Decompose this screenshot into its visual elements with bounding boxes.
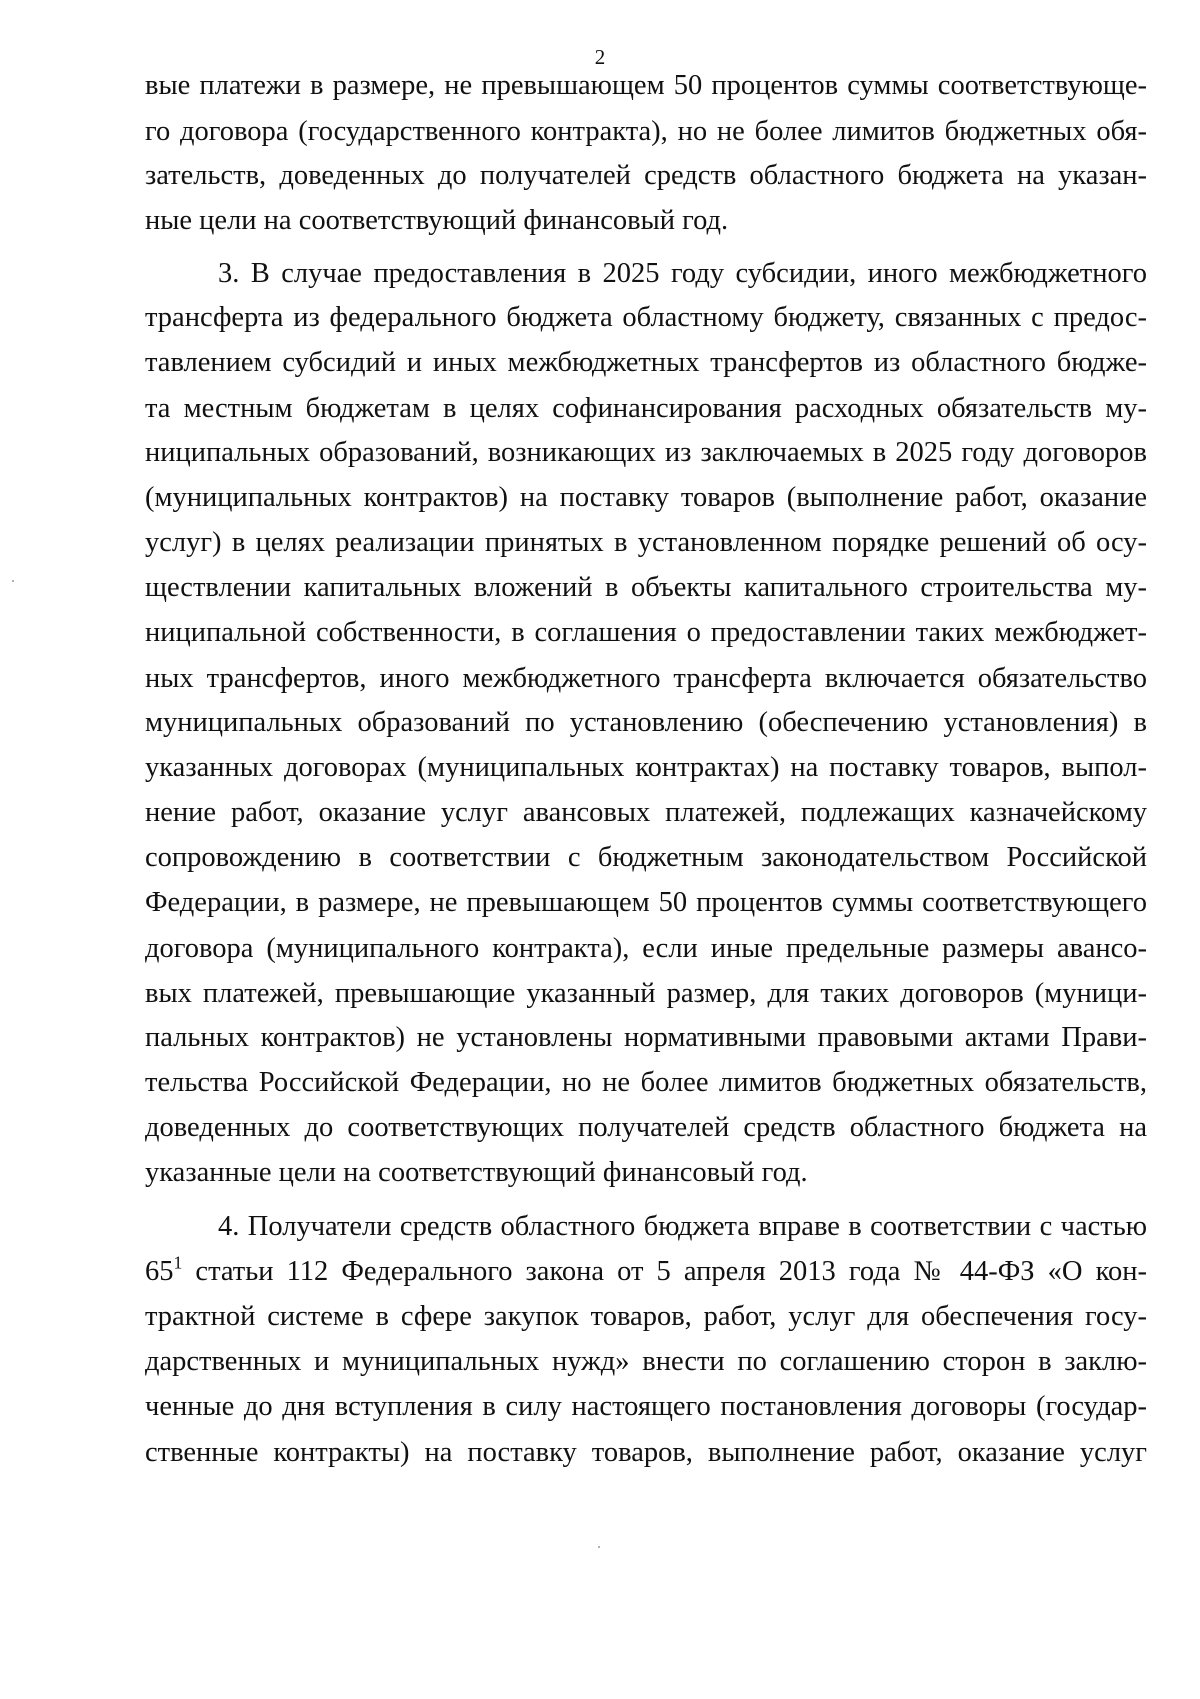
text-line: (муниципальных контрактов) на поставку товаров (выполнение работ, оказание — [145, 482, 1147, 513]
text-line: вых платежей, превышающие указанный размер, для таких договоров (муници- — [145, 978, 1147, 1009]
text-line: ных трансфертов, иного межбюджетного трансферта включается обязательство — [145, 663, 1147, 694]
text-line: го договора (государственного контракта), но не более лимитов бюджетных обя- — [145, 116, 1147, 147]
superscript-index: 1 — [173, 1252, 183, 1273]
scan-speck — [598, 1546, 600, 1548]
text-line: Федерации, в размере, не превышающем 50 процентов суммы соответствующего — [145, 887, 1147, 918]
line-continuation: статьи 112 Федерального закона от 5 апреля 2013 года № 44-ФЗ «О кон- — [182, 1256, 1147, 1287]
text-line: ниципальных образований, возникающих из заключаемых в 2025 году договоров — [145, 437, 1147, 468]
text-line: ственные контракты) на поставку товаров, выполнение работ, оказание услуг — [145, 1437, 1147, 1468]
text-line: тавлением субсидий и иных межбюджетных трансфертов из областного бюдже- — [145, 347, 1147, 378]
text-line: 4. Получатели средств областного бюджета вправе в соответствии с частью — [218, 1211, 1147, 1242]
text-line: вые платежи в размере, не превышающем 50 процентов суммы соответствующе- — [145, 70, 1147, 101]
text-line: ществлении капитальных вложений в объекты капитального строительства му- — [145, 572, 1147, 603]
text-line: дарственных и муниципальных нужд» внести по соглашению сторон в заклю- — [145, 1346, 1147, 1377]
text-line: пальных контрактов) не установлены нормативными правовыми актами Прави- — [145, 1022, 1147, 1053]
text-line: указанные цели на соответствующий финансовый год. — [145, 1157, 808, 1188]
text-line: доведенных до соответствующих получателей средств областного бюджета на — [145, 1112, 1147, 1143]
text-line: муниципальных образований по установлению (обеспечению установления) в — [145, 707, 1147, 738]
text-line: та местным бюджетам в целях софинансирования расходных обязательств му- — [145, 393, 1147, 424]
text-line: тельства Российской Федерации, но не более лимитов бюджетных обязательств, — [145, 1067, 1147, 1098]
part-number: 65 — [145, 1256, 174, 1287]
text-line: услуг) в целях реализации принятых в установленном порядке решений об осу- — [145, 527, 1147, 558]
text-line: ченные до дня вступления в силу настоящего постановления договоры (государ- — [145, 1391, 1147, 1422]
text-line: трактной системе в сфере закупок товаров, работ, услуг для обеспечения госу- — [145, 1301, 1147, 1332]
text-line: ные цели на соответствующий финансовый год. — [145, 205, 729, 236]
text-line: ниципальной собственности, в соглашения о предоставлении таких межбюджет- — [145, 617, 1147, 648]
text-line: трансферта из федерального бюджета областному бюджету, связанных с предос- — [145, 302, 1147, 333]
page-number: 2 — [594, 45, 606, 69]
text-line: зательств, доведенных до получателей средств областного бюджета на указан- — [145, 160, 1147, 191]
text-line-with-superscript — [145, 1252, 1147, 1289]
text-line: 3. В случае предоставления в 2025 году субсидии, иного межбюджетного — [218, 258, 1147, 289]
text-line: нение работ, оказание услуг авансовых платежей, подлежащих казначейскому — [145, 797, 1147, 828]
scan-speck — [12, 580, 14, 582]
text-line: сопровождению в соответствии с бюджетным законодательством Российской — [145, 842, 1147, 873]
text-line: указанных договорах (муниципальных контрактах) на поставку товаров, выпол- — [145, 752, 1147, 783]
text-line: договора (муниципального контракта), если иные предельные размеры авансо- — [145, 933, 1147, 964]
